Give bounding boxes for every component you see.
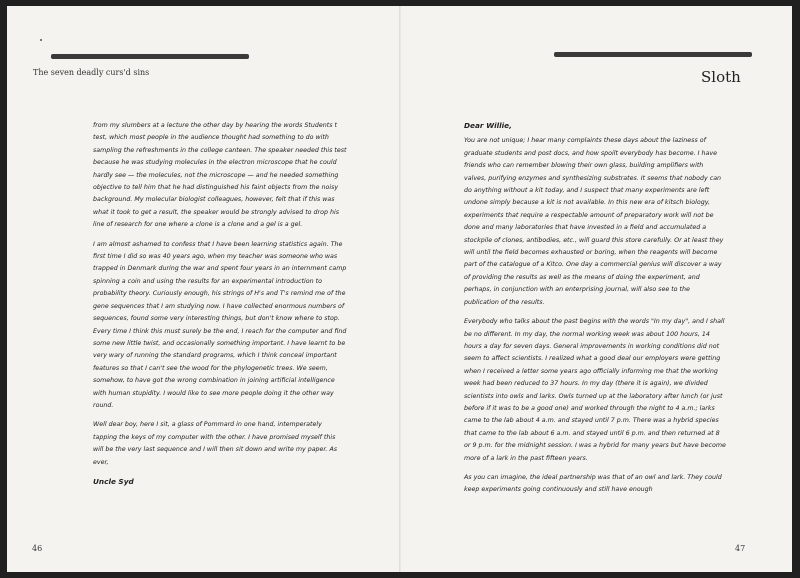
section-title: Sloth	[701, 68, 741, 86]
right-paragraph-1: You are not unique; I hear many complaints these days about the laziness of graduate students and post docs, and how spoilt everybody has become. I have friends who can remember blowing their own glass, building amplifiers with valves, purifying enzymes and synthesizing substrates. It seems that nobody can do anything without a kit today, and I suspect that many experiments are left undone simply because a kit is not available. In this new era of kitsch biology, experiments that require a respectable amount of preparatory work will not be done and many laboratories that have invested in a field and accumulated a stockpile of clones, antibodies, etc., will guard this store carefully. Or at least they will until the field becomes exhausted or boring, when the reagents will become part of the catalogue of a Kitco. One day a commercial genius will discover a way of providing the results as well as the means of doing the experiment, and perhaps, in conjunction with an enterprising journal, will also see to the publication of the results.	[464, 137, 724, 306]
header-rule-right	[554, 52, 752, 57]
right-paragraph-2: Everybody who talks about the past begins with the words "In my day", and I shall be no different. In my day, the normal working week was about 100 hours, 14 hours a day for seven days. General improvements in working conditions did not seem to affect scientists. I realized what a good deal our employers were getting when I received a letter some years ago officially informing me that the working week had been reduced to 37 hours. In my day (there it is again), we divided scientists into owls and larks. Owls turned up at the laboratory after lunch (or just before if it was to be a good one) and worked through the night to 4 a.m.; larks came to the lab about 4 a.m. and stayed until 7 p.m. There was a hybrid species that came to the lab about 6 a.m. and stayed until 6 p.m. and then returned at 8 or 9 p.m. for the midnight session. I was a hybrid for many years but have become more of a lark in the past fifteen years.	[464, 318, 726, 462]
left-paragraph-3: Well dear boy, here I sit, a glass of Pommard in one hand, intemperately tapping the keys of my computer with the other. I have promised myself this will be the very last sequence and I will then sit down and write my paper. As ever,	[93, 421, 338, 466]
page-gutter	[399, 6, 401, 572]
left-paragraph-1: from my slumbers at a lecture the other day by hearing the words Students t test, which most people in the audience thought had something to do with sampling the refreshments in the college canteen. The speaker needed this test because he was studying molecules in the electron microscope that he could hardly see — the molecules, not the microscope — and he needed something objective to tell him that he had distinguished his faint objects from the noisy background. My molecular biologist colleagues, however, felt that if this was what it took to get a result, the speaker would be strongly advised to drop his line of research for one where a clone is a clone and a gel is a gel.	[93, 122, 347, 229]
header-rule-left	[51, 54, 249, 59]
signoff: Uncle Syd	[93, 476, 134, 486]
left-page-text	[93, 120, 347, 495]
left-paragraph-2: I am almost ashamed to confess that I have been learning statistics again. The first time I did so was 40 years ago, when my teacher was someone who was trapped in Denmark during the war and spent four years in an internment camp spinning a coin and using the results for an experimental introduction to probability theory. Curiously enough, his strings of H's and T's remind me of the gene sequences that I am studying now. I have collected enormous numbers of sequences, found some very interesting things, but don't know where to stop. Every time I think this must surely be the end, I reach for the computer and find some new little twist, and occasionally something important. I have learnt to be very wary of running the standard programs, which I think conceal important features so that I can't see the wood for the phylogenetic trees. We seem, somehow, to have got the wrong combination in joining artificial intelligence with human stupidity. I would like to see more people doing it the other way round.	[93, 240, 347, 409]
salutation: Dear Willie,	[464, 121, 512, 130]
right-page-text	[464, 120, 726, 504]
page-number-right: 47	[735, 544, 746, 553]
running-head: The seven deadly curs'd sins	[33, 68, 150, 77]
book-spread	[7, 6, 792, 572]
right-paragraph-3: As you can imagine, the ideal partnership was that of an owl and lark. They could keep experiments going continuously and still have enough	[464, 473, 722, 494]
speck	[40, 39, 42, 41]
page-number-left: 46	[32, 544, 43, 553]
